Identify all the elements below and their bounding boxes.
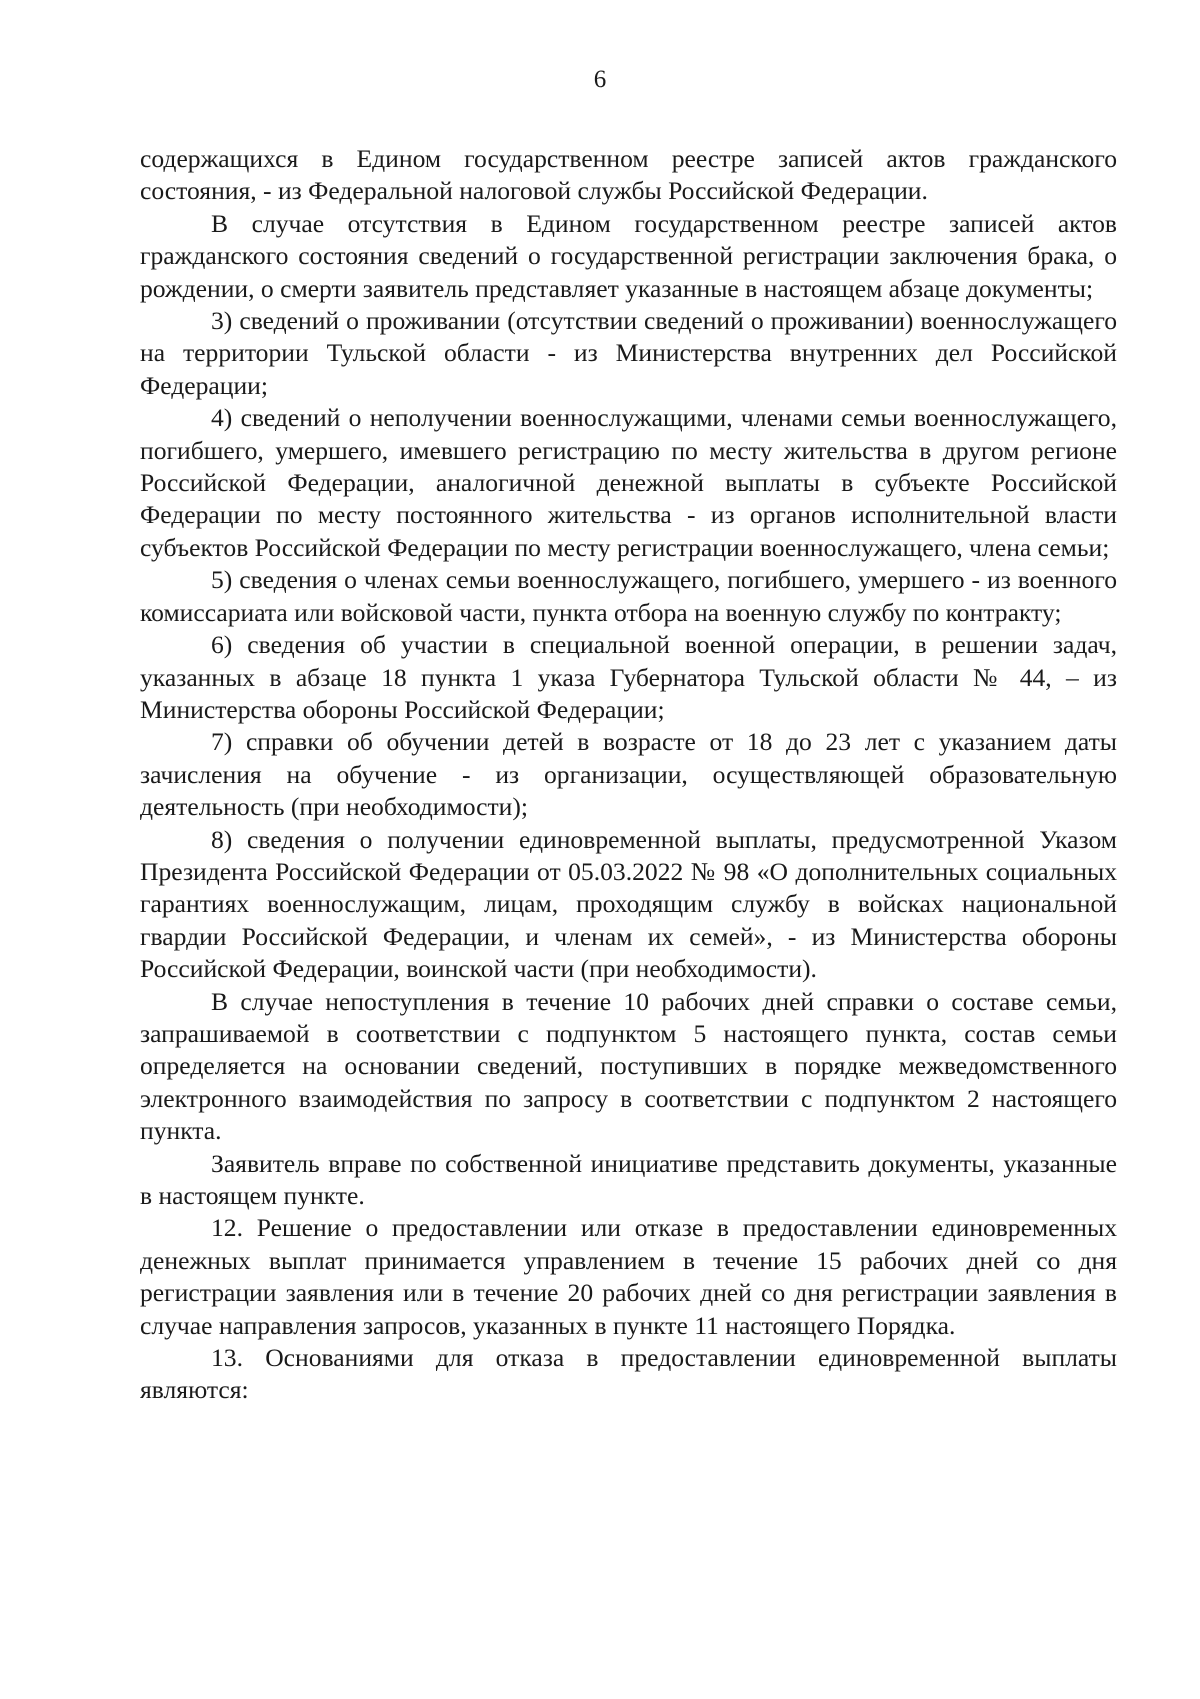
document-body [140, 143, 1117, 1407]
paragraph-item-8: 8) сведения о получении единовременной выплаты, предусмотренной Указом Президента Российской Федерации от 05.03.2022 № 98 «О дополнительных социальных гарантиях военнослужащим, лицам, проходящим службу в войсках национальной гвардии Российской Федерации, и членам их семей», - из Министерства обороны Российской Федерации, воинской части (при необходимости). [140, 824, 1117, 984]
paragraph-item-6: 6) сведения об участии в специальной военной операции, в решении задач, указанных в абзаце 18 пункта 1 указа Губернатора Тульской области № 44, – из Министерства обороны Российской Федерации; [140, 630, 1117, 724]
paragraph-clause-13: 13. Основаниями для отказа в предоставлении единовременной выплаты являются: [140, 1343, 1117, 1405]
paragraph-continuation: содержащихся в Едином государственном реестре записей актов гражданского состояния, - из Федеральной налоговой службы Российской Федерации. [140, 144, 1117, 206]
paragraph-own-initiative: Заявитель вправе по собственной инициативе представить документы, указанные в настоящем пункте. [140, 1148, 1117, 1210]
paragraph-item-4: 4) сведений о неполучении военнослужащими, членами семьи военнослужащего, погибшего, умершего, имевшего регистрацию по месту жительства в другом регионе Российской Федерации, аналогичной денежной выплаты в субъекте Российской Федерации по месту постоянного жительства - из органов исполнительной власти субъектов Российской Федерации по месту регистрации военнослужащего, члена семьи; [140, 403, 1117, 562]
paragraph-clause-12: 12. Решение о предоставлении или отказе в предоставлении единовременных денежных выплат принимается управлением в течение 15 рабочих дней со дня регистрации заявления или в течение 20 рабочих дней со дня регистрации заявления в случае направления запросов, указанных в пункте 11 настоящего Порядка. [140, 1213, 1117, 1340]
paragraph-family-composition: В случае непоступления в течение 10 рабочих дней справки о составе семьи, запрашиваемой в соответствии с подпунктом 5 настоящего пункта, состав семьи определяется на основании сведений, поступивших в порядке межведомственного электронного взаимодействия по запросу в соответствии с подпунктом 2 настоящего пункта. [140, 986, 1117, 1146]
paragraph-absence-of-records: В случае отсутствия в Едином государственном реестре записей актов гражданского состояния сведений о государственной регистрации заключения брака, о рождении, о смерти заявитель представляет указанные в настоящем абзаце документы; [140, 208, 1117, 303]
paragraph-item-5: 5) сведения о членах семьи военнослужащего, погибшего, умершего - из военного комиссариата или войсковой части, пункта отбора на военную службу по контракту; [140, 565, 1117, 627]
paragraph-item-7: 7) справки об обучении детей в возрасте от 18 до 23 лет с указанием даты зачисления на обучение - из организации, осуществляющей образовательную деятельность (при необходимости); [140, 727, 1117, 822]
page-number: 6 [593, 66, 607, 93]
paragraph-item-3: 3) сведений о проживании (отсутствии сведений о проживании) военнослужащего на территории Тульской области - из Министерства внутренних дел Российской Федерации; [140, 306, 1117, 400]
